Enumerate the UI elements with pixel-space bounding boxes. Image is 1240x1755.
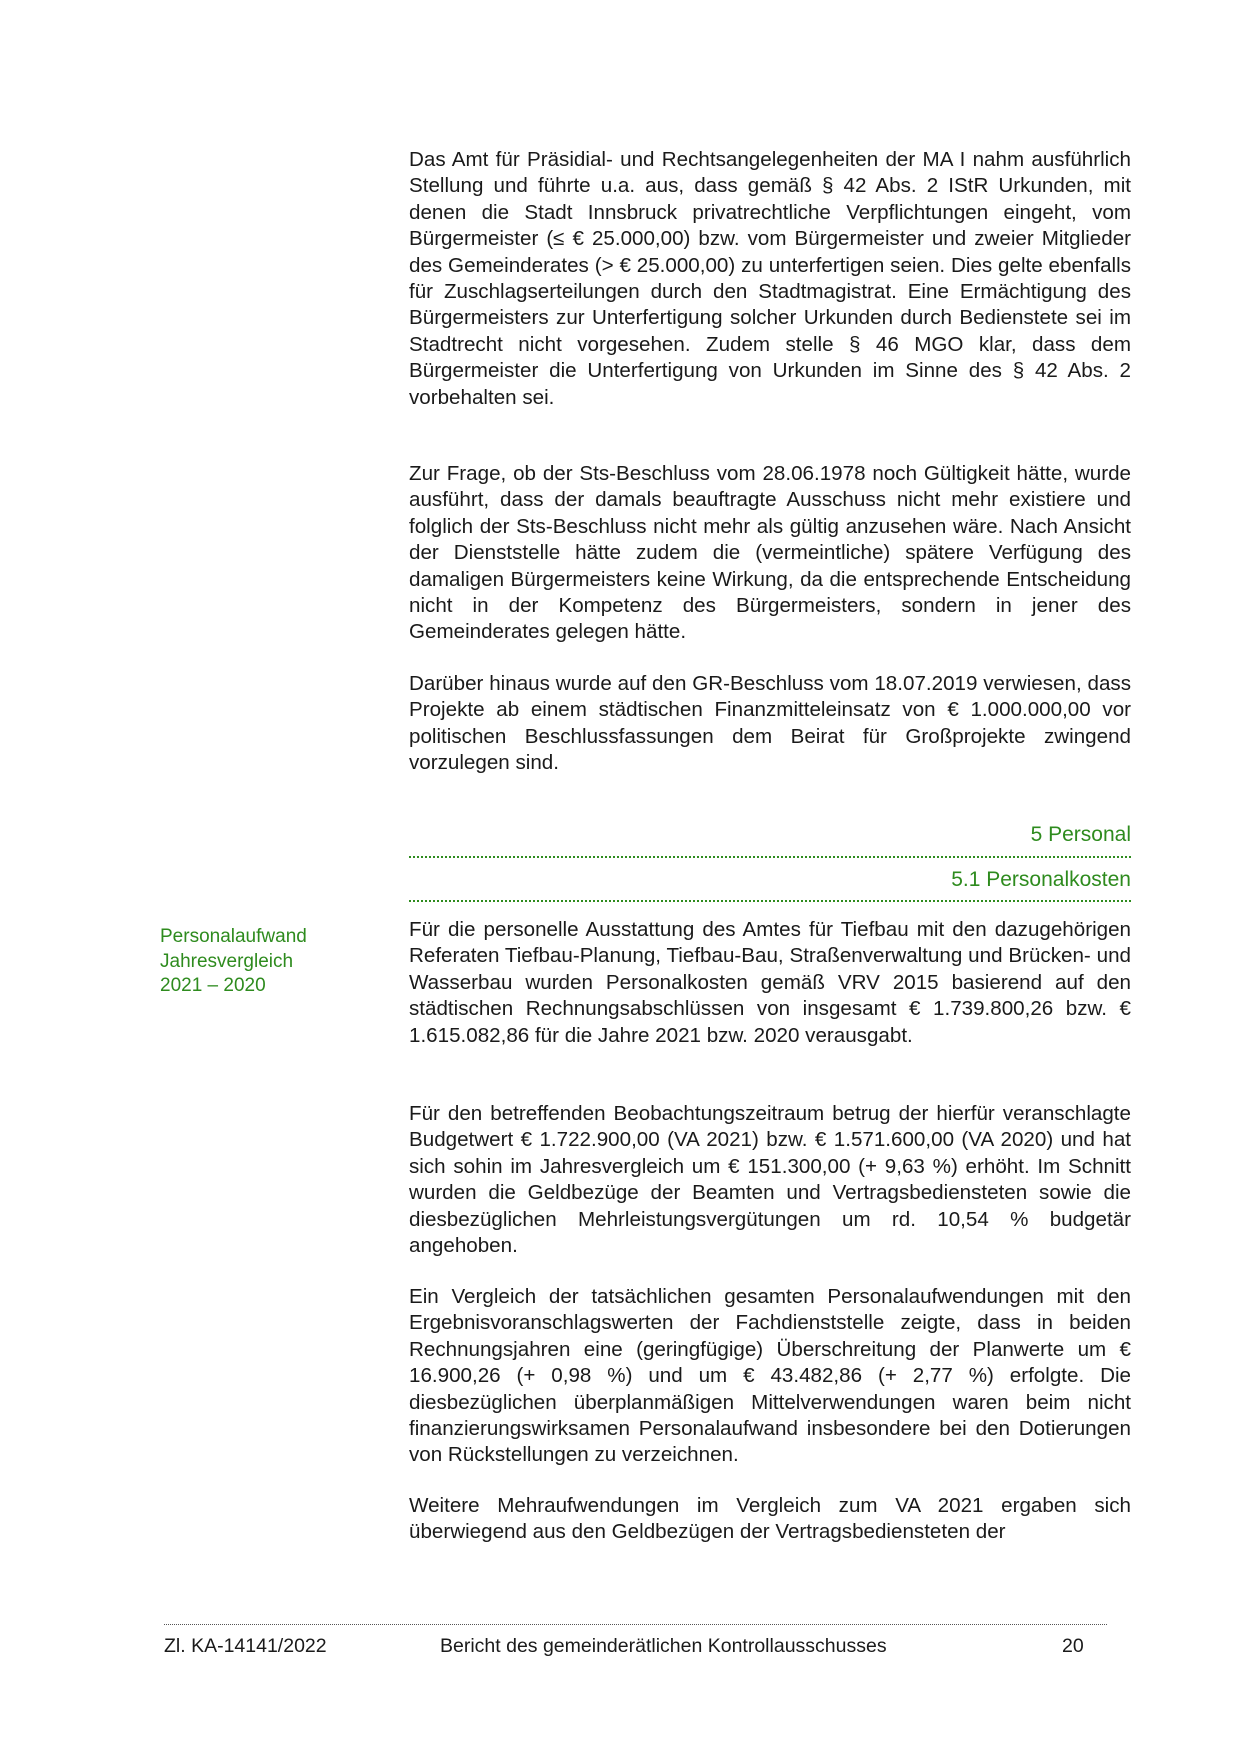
subsection-heading-personalkosten: 5.1 Personalkosten [951, 868, 1131, 891]
section-divider [409, 856, 1131, 858]
paragraph-budget-comparison: Für den betreffenden Beobachtungszeitraum betrug der hierfür veranschlagte Budgetwert € 1.722.900,00 (VA 2021) bzw. € 1.571.600,00 (VA 2020) und hat sich sohin im Jahresvergleich um € 151.300,00 (+ 9,63 %) erhöht. Im Schnitt wurden die Geldbezüge der Beamten und Vertragsbediensteten sowie die diesbezüglichen Mehrleistungsvergütungen um rd. 10,54 % budgetär angehoben. [409, 1102, 1131, 1258]
margin-note-line: Jahresvergleich [160, 950, 294, 972]
paragraph-actual-vs-plan: Ein Vergleich der tatsächlichen gesamten Personalaufwendungen mit den Ergebnisvoranschlagswerten der Fachdienststelle zeigte, dass in beiden Rechnungsjahren eine (geringfügige) Überschreitung der Planwerte um € 16.900,26 (+ 0,98 %) und um € 43.482,86 (+ 2,77 %) erfolgte. Die diesbezüglichen überplanmäßigen Mittelverwendungen waren beim nicht finanzierungswirksamen Personalaufwand insbesondere bei den Dotierungen von Rückstellungen zu verzeichnen. [409, 1285, 1131, 1467]
subsection-divider [409, 900, 1131, 902]
paragraph-sts-resolution: Zur Frage, ob der Sts-Beschluss vom 28.06.1978 noch Gültigkeit hätte, wurde ausführt, dass der damals beauftragte Ausschuss nicht mehr existiere und folglich der Sts-Beschluss nicht mehr als gültig anzusehen wäre. Nach Ansicht der Dienststelle hätte zudem die (vermeintliche) spätere Verfügung des damaligen Bürgermeisters keine Wirkung, da die entsprechende Entscheidung nicht in der Kompetenz des Bürgermeisters, sondern in jener des Gemeinderates gelegen hätte. [409, 462, 1131, 644]
footer-divider [164, 1624, 1107, 1625]
footer-reference: Zl. KA-14141/2022 [164, 1635, 327, 1657]
paragraph-statement-legal: Das Amt für Präsidial- und Rechtsangelegenheiten der MA I nahm ausführlich Stellung und führte u.a. aus, dass gemäß § 42 Abs. 2 IStR Urkunden, mit denen die Stadt Innsbruck privatrechtliche Verpflichtungen eingeht, vom Bürgermeister (≤ € 25.000,00) bzw. vom Bürgermeister und zweier Mitglieder des Gemeinderates (> € 25.000,00) zu unterfertigen seien. Dies gelte ebenfalls für Zuschlagserteilungen durch den Stadtmagistrat. Eine Ermächtigung des Bürgermeisters zur Unterfertigung solcher Urkunden durch Bedienstete sei im Stadtrecht nicht vorgesehen. Zudem stelle § 46 MGO klar, dass dem Bürgermeister die Unterfertigung von Urkunden im Sinne des § 42 Abs. 2 vorbehalten sei. [409, 148, 1131, 409]
paragraph-gr-resolution: Darüber hinaus wurde auf den GR-Beschluss vom 18.07.2019 verwiesen, dass Projekte ab einem städtischen Finanzmitteleinsatz von € 1.000.000,00 vor politischen Beschlussfassungen dem Beirat für Großprojekte zwingend vorzulegen sind. [409, 672, 1131, 775]
margin-note-line: Personalaufwand [160, 926, 307, 947]
footer-title: Bericht des gemeinderätlichen Kontrollausschusses [440, 1635, 887, 1657]
page-number: 20 [1062, 1635, 1084, 1657]
section-heading-personal: 5 Personal [1030, 823, 1131, 846]
paragraph-personnel-costs: Für die personelle Ausstattung des Amtes für Tiefbau mit den dazugehörigen Referaten Tiefbau-Planung, Tiefbau-Bau, Straßenverwaltung und Brücken- und Wasserbau wurden Personalkosten gemäß VRV 2015 basierend auf den städtischen Rechnungsabschlüssen von insgesamt € 1.739.800,26 bzw. € 1.615.082,86 für die Jahre 2021 bzw. 2020 verausgabt. [409, 918, 1131, 1047]
paragraph-additional-expenses: Weitere Mehraufwendungen im Vergleich zum VA 2021 ergaben sich überwiegend aus den Geldbezügen der Vertragsbediensteten der [409, 1494, 1131, 1544]
margin-note-line: 2021 – 2020 [160, 975, 266, 996]
margin-note [160, 925, 380, 999]
